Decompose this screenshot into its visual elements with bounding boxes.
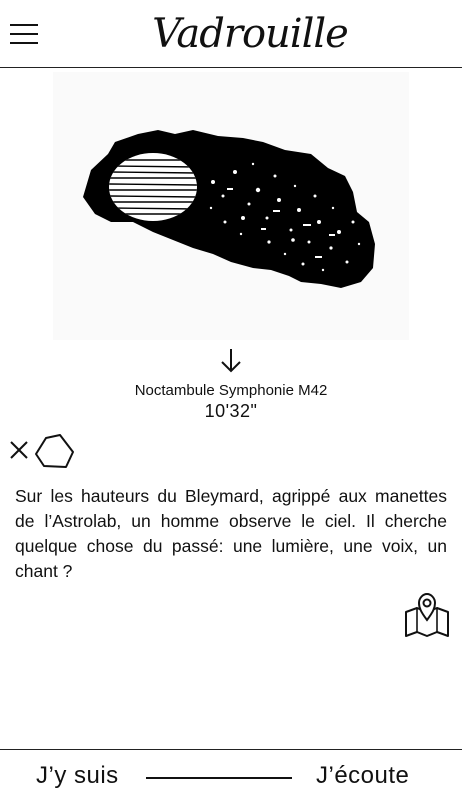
track-title: Noctambule Symphonie M42 — [134, 382, 328, 399]
description-text: Sur les hauteurs du Bleymard, agrippé aux manettes de l’Astrolab, un homme observe le ciel. Il cherche quelque chose du passé: une lumière, une voix, un chant ? — [15, 486, 447, 581]
app-logo: Vadrouille — [152, 11, 348, 57]
track-duration: 10'32" — [204, 401, 258, 421]
menu-icon[interactable] — [10, 22, 38, 46]
arrow-down-icon[interactable] — [216, 346, 246, 376]
app-header — [0, 0, 462, 68]
map-pin-icon[interactable] — [403, 590, 451, 638]
footer-divider-line — [146, 777, 292, 779]
hero-artwork — [53, 72, 409, 340]
rock-illustration — [53, 72, 409, 340]
close-icon[interactable] — [8, 439, 30, 461]
jecoute-button[interactable]: J’écoute — [316, 762, 410, 789]
bottom-bar — [0, 749, 462, 800]
jy-suis-button[interactable]: J’y suis — [36, 762, 119, 789]
region-outline-icon — [32, 432, 76, 470]
